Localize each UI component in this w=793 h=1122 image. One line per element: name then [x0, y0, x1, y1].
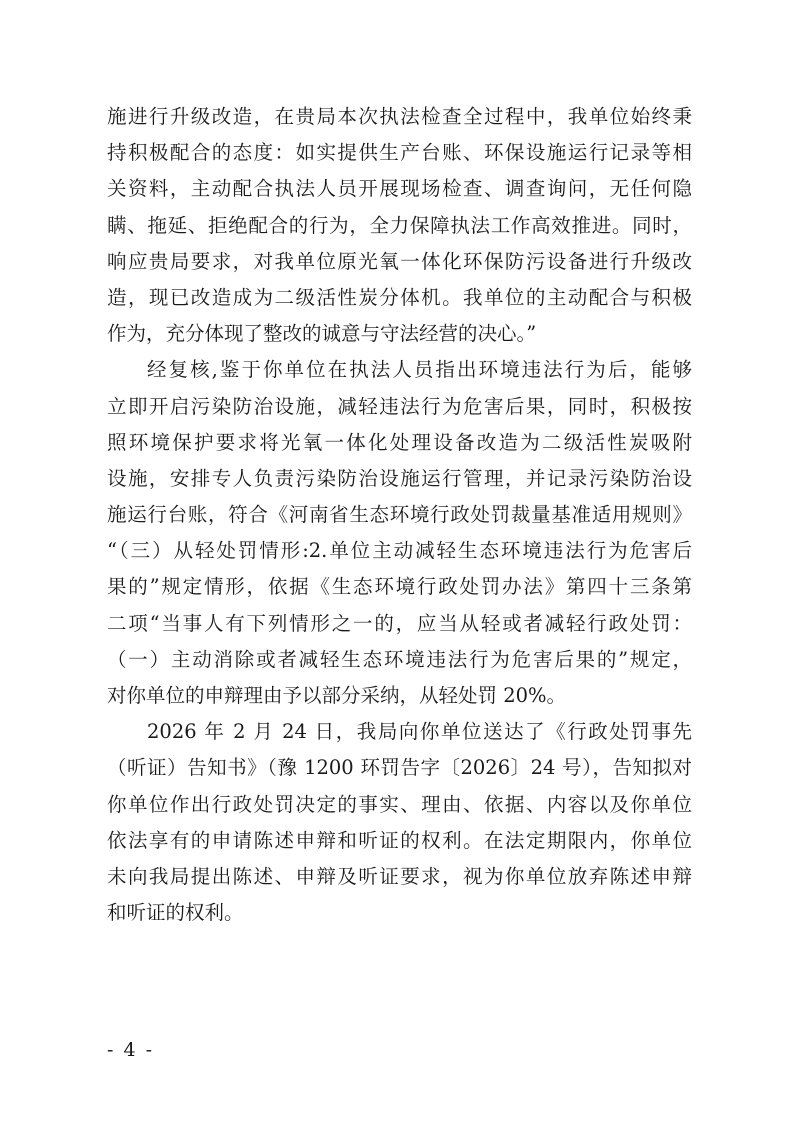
paragraph: [107, 99, 692, 352]
text-line: 对你单位的申辩理由予以部分采纳，从轻处罚 20%。: [107, 684, 567, 707]
text-line: 设施，安排专人负责污染防治设施运行管理，并记录污染防治设: [107, 466, 692, 490]
text-line: 依法享有的申请陈述申辩和听证的权利。在法定期限内，你单位: [107, 828, 692, 852]
text-line: 作为，充分体现了整改的诚意与守法经营的决心。”: [107, 322, 537, 346]
text-line: 和听证的权利。: [107, 901, 244, 925]
text-line: 瞒、拖延、拒绝配合的行为，全力保障执法工作高效推进。同时，: [107, 213, 692, 237]
text-line: 二项“当事人有下列情形之一的，应当从轻或者减轻行政处罚：: [107, 611, 692, 635]
text-line: 立即开启污染防治设施，减轻违法行为危害后果，同时，积极按: [107, 394, 692, 418]
text-line: 施进行升级改造，在贵局本次执法检查全过程中，我单位始终秉: [107, 105, 692, 128]
text-line: 照环境保护要求将光氧一体化处理设备改造为二级活性炭吸附: [107, 430, 692, 454]
page-number: - 4 -: [107, 1039, 155, 1061]
text-line: 造，现已改造成为二级活性炭分体机。我单位的主动配合与积极: [107, 285, 692, 309]
paragraph: [107, 352, 692, 714]
text-line: 响应贵局要求，对我单位原光氧一体化环保防污设备进行升级改: [107, 249, 692, 273]
text-line: 未向我局提出陈述、申辩及听证要求，视为你单位放弃陈述申辩: [107, 864, 692, 888]
paragraph: [107, 714, 692, 931]
text-line: 你单位作出行政处罚决定的事实、理由、依据、内容以及你单位: [107, 792, 692, 816]
text-line: 关资料，主动配合执法人员开展现场检查、调查询问，无任何隐: [107, 177, 692, 201]
text-line: 2026 年 2 月 24 日，我局向你单位送达了《行政处罚事先: [147, 720, 692, 744]
text-line: （听证）告知书》（豫 1200 环罚告字〔2026〕24 号），告知拟对: [107, 756, 692, 780]
text-line: 果的”规定情形，依据《生态环境行政处罚办法》第四十三条第: [107, 575, 692, 599]
document-body: [107, 99, 692, 931]
text-line: 持积极配合的态度：如实提供生产台账、环保设施运行记录等相: [107, 141, 692, 165]
text-line: 经复核,鉴于你单位在执法人员指出环境违法行为后，能够: [147, 358, 692, 382]
text-line: “（三）从轻处罚情形:2.单位主动减轻生态环境违法行为危害后: [107, 539, 692, 563]
text-line: （一）主动消除或者减轻生态环境违法行为危害后果的”规定，: [107, 647, 692, 671]
text-line: 施运行台账，符合《河南省生态环境行政处罚裁量基准适用规则》: [107, 503, 692, 527]
